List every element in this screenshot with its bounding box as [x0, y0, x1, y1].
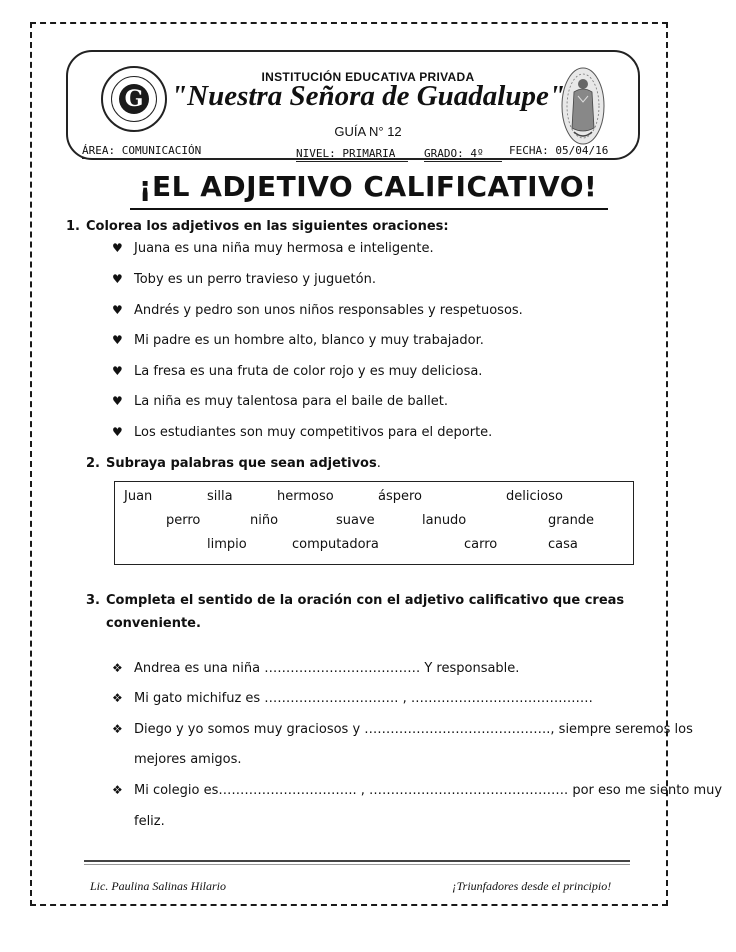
diamond-bullet-icon: ❖: [112, 722, 123, 736]
word-bank-item: niño: [250, 513, 279, 528]
date-label: FECHA: 05/04/16: [509, 144, 609, 157]
word-bank-item: lanudo: [422, 513, 467, 528]
q1-item: ♥ Andrés y pedro son unos niños responsables y respetuosos.: [112, 303, 523, 318]
word-bank-item: suave: [336, 513, 375, 528]
q3-item-continuation: mejores amigos.: [134, 752, 242, 767]
title-underline: [130, 208, 608, 210]
q1-number: 1.: [66, 219, 80, 234]
word-bank-item: casa: [548, 537, 578, 552]
q3-prompt-line2: conveniente.: [106, 616, 201, 631]
area-underline: [82, 158, 248, 159]
q3-prompt-line1: Completa el sentido de la oración con el adjetivo calificativo que creas: [106, 593, 625, 608]
heart-bullet-icon: ♥: [112, 364, 123, 378]
footer-divider: [84, 860, 630, 862]
word-bank-item: áspero: [378, 489, 423, 504]
page-title: ¡EL ADJETIVO CALIFICATIVO!: [138, 170, 598, 203]
heart-bullet-icon: ♥: [112, 272, 123, 286]
q3-item: ❖ Mi colegio es………………………….. , ………………………………………. por eso me siento muy: [112, 783, 723, 798]
area-label: ÁREA: COMUNICACIÓN: [82, 144, 202, 157]
q2-number: 2.: [86, 456, 100, 471]
level-label: NIVEL: PRIMARIA: [296, 147, 396, 160]
q1-item: ♥ Los estudiantes son muy competitivos para el deporte.: [112, 425, 493, 440]
q1-item: ♥ La fresa es una fruta de color rojo y es muy deliciosa.: [112, 364, 483, 379]
q3-item: ❖ Diego y yo somos muy graciosos y ……………………………………., siempre seremos los: [112, 722, 693, 737]
school-name: "Nuestra Señora de Guadalupe": [171, 80, 565, 112]
diamond-bullet-icon: ❖: [112, 661, 123, 675]
footer-motto: ¡Triunfadores desde el principio!: [452, 879, 612, 893]
word-bank-item: silla: [207, 489, 233, 504]
footer-author: Lic. Paulina Salinas Hilario: [90, 879, 227, 893]
word-bank-item: perro: [166, 513, 201, 528]
guide-number: GUÍA N° 12: [334, 124, 402, 139]
word-bank-item: delicioso: [506, 489, 563, 504]
word-bank-item: carro: [464, 537, 498, 552]
q2-prompt: Subraya palabras que sean adjetivos.: [106, 456, 381, 471]
heart-bullet-icon: ♥: [112, 241, 123, 255]
q1-prompt: Colorea los adjetivos en las siguientes oraciones:: [86, 219, 449, 234]
q3-item: ❖ Andrea es una niña ……………………………… Y responsable.: [112, 661, 520, 676]
q1-item: ♥ Toby es un perro travieso y juguetón.: [112, 272, 376, 287]
q3-item: ❖ Mi gato michifuz es …………………………. , ……………………………………: [112, 691, 593, 706]
word-bank-item: computadora: [292, 537, 379, 552]
footer-divider-thin: [84, 864, 630, 865]
q1-item: ♥ La niña es muy talentosa para el baile de ballet.: [112, 394, 449, 409]
grade-underline: [424, 161, 502, 162]
word-bank-item: grande: [548, 513, 595, 528]
heart-bullet-icon: ♥: [112, 333, 123, 347]
q3-item-continuation: feliz.: [134, 814, 165, 829]
grade-label: GRADO: 4º: [424, 147, 484, 160]
institution-label: INSTITUCIÓN EDUCATIVA PRIVADA: [261, 70, 475, 84]
heart-bullet-icon: ♥: [112, 394, 123, 408]
word-bank-item: limpio: [207, 537, 247, 552]
word-bank-item: Juan: [124, 489, 153, 504]
q1-item: ♥ Mi padre es un hombre alto, blanco y muy trabajador.: [112, 333, 484, 348]
word-bank-item: hermoso: [277, 489, 334, 504]
diamond-bullet-icon: ❖: [112, 691, 123, 705]
q1-item: ♥ Juana es una niña muy hermosa e inteligente.: [112, 241, 434, 256]
level-underline: [296, 161, 408, 162]
diamond-bullet-icon: ❖: [112, 783, 123, 797]
heart-bullet-icon: ♥: [112, 425, 123, 439]
heart-bullet-icon: ♥: [112, 303, 123, 317]
date-underline: [509, 158, 615, 159]
q3-number: 3.: [86, 593, 100, 608]
seal-letter: G: [119, 84, 149, 114]
